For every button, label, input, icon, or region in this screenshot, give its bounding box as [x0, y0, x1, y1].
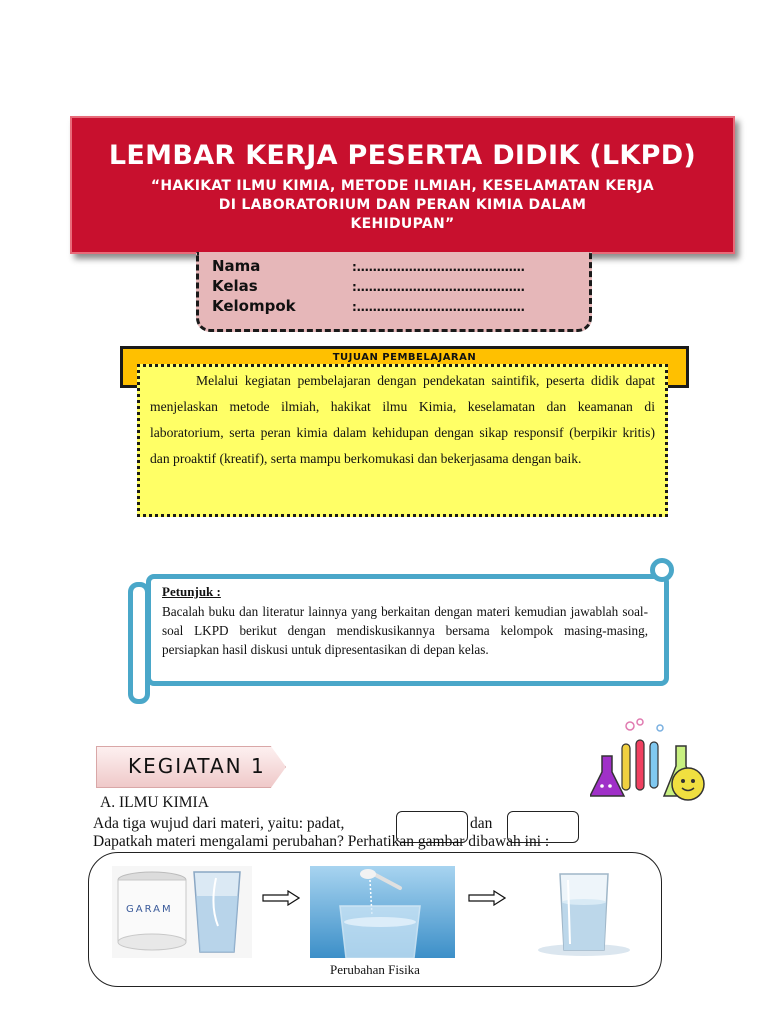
title-banner	[70, 116, 735, 254]
spoon-pouring-salt-image	[310, 866, 455, 958]
nama-label: Nama	[212, 257, 261, 275]
identity-box	[196, 252, 592, 332]
dan-word: dan	[470, 815, 493, 832]
garam-label: GARAM	[126, 904, 173, 915]
kelompok-label: Kelompok	[212, 297, 296, 315]
identity-row-kelompok	[212, 296, 525, 316]
subtitle-line-2: DI LABORATORIUM DAN PERAN KIMIA DALAM	[218, 197, 587, 213]
perubahan-question: Dapatkah materi mengalami perubahan? Perhatikan gambar dibawah ini :	[93, 833, 550, 850]
salt-and-water-image	[112, 866, 252, 958]
image-caption: Perubahan Fisika	[330, 962, 420, 977]
arrow-right-icon	[262, 890, 300, 906]
kelompok-field[interactable]: :……………………………………	[352, 300, 525, 314]
subtitle-line-3: KEHIDUPAN”	[350, 216, 455, 232]
nama-field[interactable]: :……………………………………	[352, 260, 525, 274]
identity-row-nama	[212, 256, 525, 276]
tujuan-text-block	[150, 368, 655, 472]
scroll-curl-icon	[650, 558, 674, 582]
tujuan-title: TUJUAN PEMBELAJARAN	[332, 352, 477, 363]
identity-row-kelas	[212, 276, 525, 296]
materi-sentence: Ada tiga wujud dari materi, yaitu: padat,	[93, 815, 345, 832]
page-title: LEMBAR KERJA PESERTA DIDIK (LKPD)	[108, 140, 697, 171]
subtitle-line-1: “HAKIKAT ILMU KIMIA, METODE ILMIAH, KESELAMATAN KERJA	[150, 178, 655, 194]
glass-of-water-image	[516, 866, 650, 958]
petunjuk-text: Bacalah buku dan literatur lainnya yang berkaitan dengan materi kemudian jawablah soal-soal LKPD berikut dengan mendiskusikannya bersama kelompok masing-masing, persiapkan hasil diskusi untuk dipresentasikan di depan kelas.	[162, 604, 648, 657]
kegiatan-label: KEGIATAN 1	[128, 754, 266, 778]
kelas-field[interactable]: :……………………………………	[352, 280, 525, 294]
section-a-heading: A. ILMU KIMIA	[100, 794, 209, 811]
chemistry-flasks-icon	[590, 716, 720, 806]
tujuan-text: Melalui kegiatan pembelajaran dengan pendekatan saintifik, peserta didik dapat menjelaskan metode ilmiah, hakikat ilmu Kimia, keselamatan dan keamanan di laboratorium, serta peran kimia dalam kehidupan dengan sikap responsif (berpikir kritis) dan proaktif (kreatif), serta mampu berkomukasi dan bekerjasama dengan baik.	[150, 373, 655, 466]
arrow-right-icon	[468, 890, 506, 906]
petunjuk-title: Petunjuk :	[162, 584, 221, 599]
kelas-label: Kelas	[212, 277, 258, 295]
